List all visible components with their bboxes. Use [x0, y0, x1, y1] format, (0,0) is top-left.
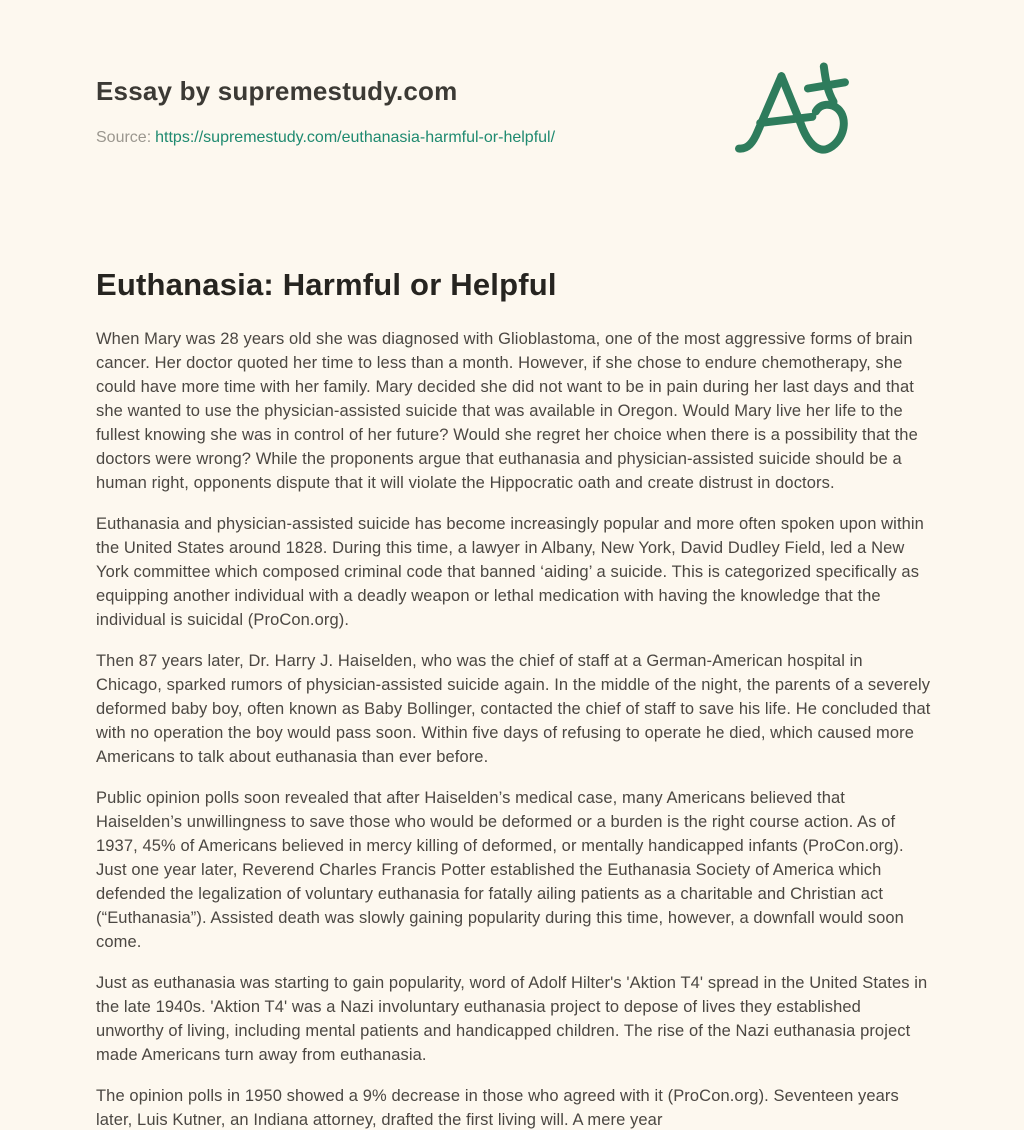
- essay-paragraph: Public opinion polls soon revealed that after Haiselden’s medical case, many Americans believed that Haiselden’s unwillingness to save those who would be deformed or a burden is the right course action. As of 1937, 45% of Americans believed in mercy killing of deformed, or mentally handicapped infants (ProCon.org). Just one year later, Reverend Charles Francis Potter established the Euthanasia Society of America which defended the legalization of voluntary euthanasia for fatally ailing patients as a charitable and Christian act (“Euthanasia”). Assisted death was slowly gaining popularity during this time, however, a downfall would soon come.: [96, 789, 904, 951]
- site-title: Essay by supremestudy.com: [96, 76, 458, 106]
- a-plus-logo-icon: [726, 62, 858, 168]
- essay-paragraph: Just as euthanasia was starting to gain popularity, word of Adolf Hilter's 'Aktion T4' spread in the United States in the late 1940s. 'Aktion T4' was a Nazi involuntary euthanasia project to depose of lives they established unworthy of living, including mental patients and handicapped children. The rise of the Nazi euthanasia project made Americans turn away from euthanasia.: [96, 974, 928, 1064]
- essay-paragraph: When Mary was 28 years old she was diagnosed with Glioblastoma, one of the most aggressive forms of brain cancer. Her doctor quoted her time to less than a month. However, if she chose to endure chemotherapy, she could have more time with her family. Mary decided she did not want to be in pain during her last days and that she wanted to use the physician-assisted suicide that was available in Oregon. Would Mary live her life to the fullest knowing she was in control of her future? Would she regret her choice when there is a possibility that the doctors were wrong? While the proponents argue that euthanasia and physician-assisted suicide should be a human right, opponents dispute that it will violate the Hippocratic oath and create distrust in doctors.: [96, 330, 918, 492]
- essay-title: Euthanasia: Harmful or Helpful: [96, 267, 557, 302]
- essay-paragraph: The opinion polls in 1950 showed a 9% decrease in those who agreed with it (ProCon.org). Seventeen years later, Luis Kutner, an Indiana attorney, drafted the first living will. A mere year: [96, 1087, 899, 1129]
- source-url-link[interactable]: https://supremestudy.com/euthanasia-harmful-or-helpful/: [155, 129, 556, 146]
- page-header: [96, 0, 932, 147]
- supremestudy-logo: [726, 62, 858, 168]
- source-label: Source:: [96, 129, 152, 146]
- essay-body: [96, 303, 932, 1130]
- essay-paragraph: Euthanasia and physician-assisted suicide has become increasingly popular and more often spoken upon within the United States around 1828. During this time, a lawyer in Albany, New York, David Dudley Field, led a New York committee which composed criminal code that banned ‘aiding’ a suicide. This is categorized specifically as equipping another individual with a deadly weapon or lethal medication with having the knowledge that the individual is suicidal (ProCon.org).: [96, 515, 924, 629]
- essay-paragraph: Then 87 years later, Dr. Harry J. Haiselden, who was the chief of staff at a German-American hospital in Chicago, sparked rumors of physician-assisted suicide again. In the middle of the night, the parents of a severely deformed baby boy, often known as Baby Bollinger, contacted the chief of staff to save his life. He concluded that with no operation the boy would pass soon. Within five days of refusing to operate he died, which caused more Americans to talk about euthanasia than ever before.: [96, 652, 931, 766]
